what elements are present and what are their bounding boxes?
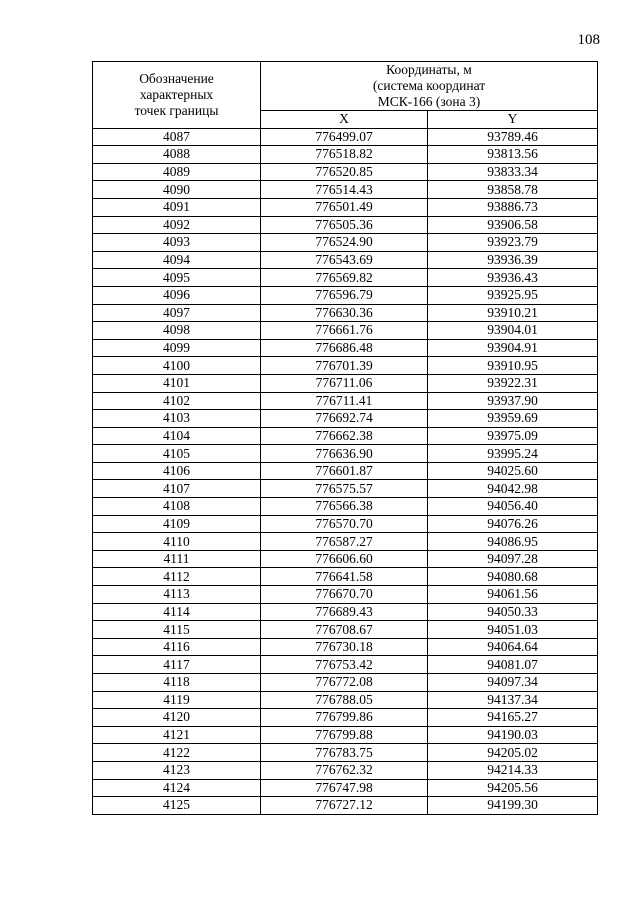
table-row [93,480,598,498]
table-row [93,744,598,762]
point-id-cell: 4093 [93,234,261,252]
header-coordinates-line: (система координат [372,78,486,93]
x-coordinate-cell: 776596.79 [261,286,428,304]
table-row [93,181,598,199]
table-row [93,603,598,621]
x-coordinate-cell: 776799.86 [261,709,428,727]
point-id-cell: 4120 [93,709,261,727]
point-id-cell: 4106 [93,462,261,480]
point-id-cell: 4114 [93,603,261,621]
y-coordinate-cell: 94086.95 [428,533,598,551]
point-id-cell: 4119 [93,691,261,709]
y-coordinate-cell: 94042.98 [428,480,598,498]
point-id-cell: 4110 [93,533,261,551]
y-coordinate-cell: 93922.31 [428,374,598,392]
point-id-cell: 4112 [93,568,261,586]
header-x: X [261,111,428,129]
y-coordinate-cell: 93910.95 [428,357,598,375]
x-coordinate-cell: 776661.76 [261,322,428,340]
table-row [93,638,598,656]
point-id-cell: 4122 [93,744,261,762]
x-coordinate-cell: 776575.57 [261,480,428,498]
table-row [93,322,598,340]
y-coordinate-cell: 93923.79 [428,234,598,252]
table-row [93,357,598,375]
table-row [93,726,598,744]
table-row [93,498,598,516]
header-coordinates [261,62,598,111]
point-id-cell: 4107 [93,480,261,498]
y-coordinate-cell: 93904.01 [428,322,598,340]
point-id-cell: 4100 [93,357,261,375]
y-coordinate-cell: 93904.91 [428,339,598,357]
x-coordinate-cell: 776686.48 [261,339,428,357]
table-row [93,445,598,463]
point-id-cell: 4116 [93,638,261,656]
y-coordinate-cell: 93910.21 [428,304,598,322]
y-coordinate-cell: 93995.24 [428,445,598,463]
y-coordinate-cell: 93959.69 [428,410,598,428]
table-row [93,286,598,304]
table-row [93,674,598,692]
y-coordinate-cell: 94081.07 [428,656,598,674]
y-coordinate-cell: 94080.68 [428,568,598,586]
point-id-cell: 4105 [93,445,261,463]
point-id-cell: 4103 [93,410,261,428]
header-designation [93,62,261,129]
header-designation-line: Обозначение [139,70,214,86]
point-id-cell: 4115 [93,621,261,639]
point-id-cell: 4102 [93,392,261,410]
point-id-cell: 4124 [93,779,261,797]
table-row [93,656,598,674]
y-coordinate-cell: 94190.03 [428,726,598,744]
y-coordinate-cell: 94064.64 [428,638,598,656]
y-coordinate-cell: 94205.02 [428,744,598,762]
table-row [93,550,598,568]
y-coordinate-cell: 94205.56 [428,779,598,797]
point-id-cell: 4097 [93,304,261,322]
header-coordinates-line: Координаты, м [386,62,472,77]
x-coordinate-cell: 776772.08 [261,674,428,692]
x-coordinate-cell: 776569.82 [261,269,428,287]
x-coordinate-cell: 776670.70 [261,586,428,604]
y-coordinate-cell: 93833.34 [428,163,598,181]
coordinates-table [92,61,598,815]
table-row [93,198,598,216]
x-coordinate-cell: 776727.12 [261,797,428,815]
x-coordinate-cell: 776514.43 [261,181,428,199]
table-row [93,163,598,181]
x-coordinate-cell: 776788.05 [261,691,428,709]
y-coordinate-cell: 94076.26 [428,515,598,533]
x-coordinate-cell: 776753.42 [261,656,428,674]
y-coordinate-cell: 94050.33 [428,603,598,621]
x-coordinate-cell: 776711.06 [261,374,428,392]
header-y: Y [428,111,598,129]
x-coordinate-cell: 776636.90 [261,445,428,463]
x-coordinate-cell: 776518.82 [261,146,428,164]
point-id-cell: 4096 [93,286,261,304]
table-row [93,462,598,480]
x-coordinate-cell: 776799.88 [261,726,428,744]
point-id-cell: 4108 [93,498,261,516]
point-id-cell: 4117 [93,656,261,674]
y-coordinate-cell: 93886.73 [428,198,598,216]
y-coordinate-cell: 94097.28 [428,550,598,568]
point-id-cell: 4095 [93,269,261,287]
table-row [93,234,598,252]
y-coordinate-cell: 93858.78 [428,181,598,199]
table-row [93,128,598,146]
table-row [93,709,598,727]
table-row [93,427,598,445]
point-id-cell: 4118 [93,674,261,692]
y-coordinate-cell: 94097.34 [428,674,598,692]
table-body [93,128,598,814]
point-id-cell: 4125 [93,797,261,815]
point-id-cell: 4092 [93,216,261,234]
point-id-cell: 4091 [93,198,261,216]
x-coordinate-cell: 776499.07 [261,128,428,146]
y-coordinate-cell: 93925.95 [428,286,598,304]
page-number: 108 [577,32,600,48]
table-row [93,691,598,709]
x-coordinate-cell: 776692.74 [261,410,428,428]
table-row [93,392,598,410]
point-id-cell: 4094 [93,251,261,269]
table-row [93,304,598,322]
point-id-cell: 4090 [93,181,261,199]
table-row [93,533,598,551]
y-coordinate-cell: 94061.56 [428,586,598,604]
x-coordinate-cell: 776747.98 [261,779,428,797]
point-id-cell: 4121 [93,726,261,744]
header-designation-line: характерных [139,86,214,102]
point-id-cell: 4113 [93,586,261,604]
x-coordinate-cell: 776570.70 [261,515,428,533]
table-row [93,586,598,604]
x-coordinate-cell: 776708.67 [261,621,428,639]
y-coordinate-cell: 94056.40 [428,498,598,516]
x-coordinate-cell: 776641.58 [261,568,428,586]
x-coordinate-cell: 776505.36 [261,216,428,234]
y-coordinate-cell: 93789.46 [428,128,598,146]
header-designation-line: точек границы [134,102,219,118]
table-row [93,621,598,639]
x-coordinate-cell: 776689.43 [261,603,428,621]
y-coordinate-cell: 93936.43 [428,269,598,287]
point-id-cell: 4087 [93,128,261,146]
x-coordinate-cell: 776783.75 [261,744,428,762]
table-row [93,339,598,357]
table-row [93,216,598,234]
table-row [93,568,598,586]
table-row [93,410,598,428]
y-coordinate-cell: 93813.56 [428,146,598,164]
point-id-cell: 4089 [93,163,261,181]
x-coordinate-cell: 776606.60 [261,550,428,568]
table-row [93,779,598,797]
point-id-cell: 4101 [93,374,261,392]
table-header [93,62,598,129]
x-coordinate-cell: 776711.41 [261,392,428,410]
x-coordinate-cell: 776543.69 [261,251,428,269]
x-coordinate-cell: 776501.49 [261,198,428,216]
x-coordinate-cell: 776520.85 [261,163,428,181]
y-coordinate-cell: 93936.39 [428,251,598,269]
y-coordinate-cell: 94137.34 [428,691,598,709]
x-coordinate-cell: 776524.90 [261,234,428,252]
y-coordinate-cell: 94199.30 [428,797,598,815]
point-id-cell: 4109 [93,515,261,533]
table-row [93,269,598,287]
y-coordinate-cell: 94214.33 [428,761,598,779]
x-coordinate-cell: 776762.32 [261,761,428,779]
x-coordinate-cell: 776701.39 [261,357,428,375]
y-coordinate-cell: 94165.27 [428,709,598,727]
x-coordinate-cell: 776587.27 [261,533,428,551]
y-coordinate-cell: 94025.60 [428,462,598,480]
x-coordinate-cell: 776566.38 [261,498,428,516]
point-id-cell: 4088 [93,146,261,164]
y-coordinate-cell: 94051.03 [428,621,598,639]
point-id-cell: 4123 [93,761,261,779]
table-row [93,146,598,164]
table-row [93,374,598,392]
table-row [93,515,598,533]
point-id-cell: 4099 [93,339,261,357]
y-coordinate-cell: 93937.90 [428,392,598,410]
x-coordinate-cell: 776601.87 [261,462,428,480]
y-coordinate-cell: 93906.58 [428,216,598,234]
header-coordinates-line: МСК-166 (зона 3) [377,94,481,109]
x-coordinate-cell: 776730.18 [261,638,428,656]
x-coordinate-cell: 776630.36 [261,304,428,322]
x-coordinate-cell: 776662.38 [261,427,428,445]
point-id-cell: 4111 [93,550,261,568]
point-id-cell: 4098 [93,322,261,340]
point-id-cell: 4104 [93,427,261,445]
y-coordinate-cell: 93975.09 [428,427,598,445]
table-row [93,251,598,269]
table-row [93,797,598,815]
table-row [93,761,598,779]
